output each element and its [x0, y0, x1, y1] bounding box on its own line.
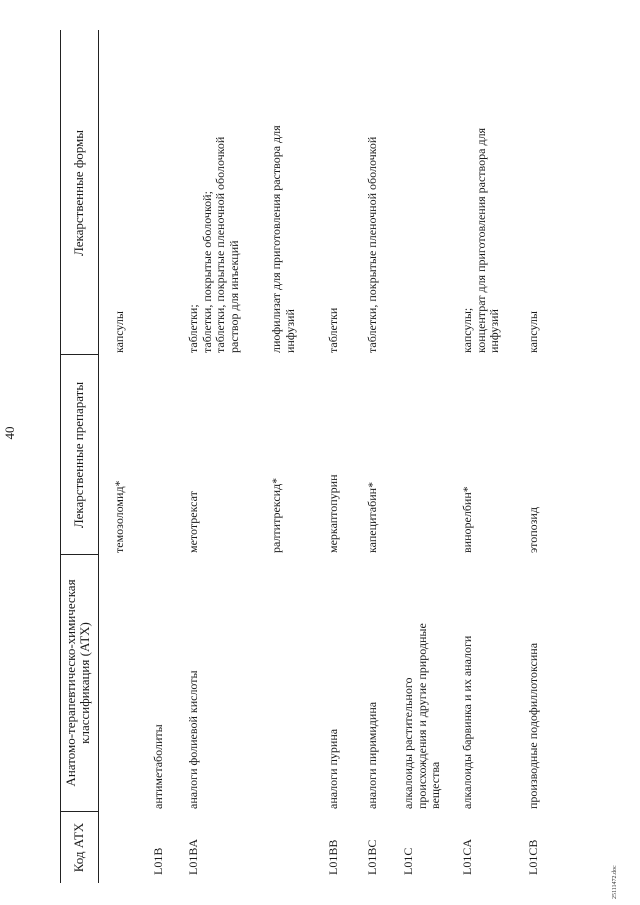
cell-class: антиметаболиты: [151, 724, 165, 809]
cell-class: аналоги фолиевой кислоты: [186, 670, 200, 809]
header-code: Код АТХ: [71, 822, 86, 873]
cell-form: капсулы: [526, 311, 540, 353]
cell-drug: ралтитрексид*: [269, 477, 283, 553]
cell-form: таблетки, покрытые пленочной оболочкой: [365, 136, 379, 353]
header-atc-class: Анатомо-терапевтическо-химическая классификация (АТХ): [63, 579, 92, 787]
cell-code: L01BA: [186, 839, 200, 875]
column-divider-3: [60, 354, 98, 355]
cell-class: аналоги пиримидина: [365, 701, 379, 809]
column-divider-2: [60, 554, 98, 555]
cell-code: L01CA: [460, 839, 474, 875]
table-top-border: [60, 30, 61, 883]
header-drugs: Лекарственные препараты: [71, 381, 86, 529]
cell-drug: винорелбин*: [460, 486, 474, 553]
cell-drug: этопозид: [526, 507, 540, 553]
cell-code: L01C: [401, 847, 415, 875]
cell-form: капсулы; концентрат для приготовления раствора для инфузий: [460, 127, 501, 353]
cell-code: L01B: [151, 847, 165, 875]
cell-form: капсулы: [112, 311, 126, 353]
cell-class: производные подофиллотоксина: [526, 642, 540, 809]
header-bottom-border: [98, 30, 99, 883]
cell-form: лиофилизат для приготовления раствора для инфузий: [269, 125, 297, 353]
cell-code: L01BB: [326, 839, 340, 875]
cell-drug: меркаптопурин: [326, 474, 340, 553]
cell-class: аналоги пурина: [326, 728, 340, 809]
cell-class: алкалоиды барвинка и их аналоги: [460, 635, 474, 809]
cell-code: L01CB: [526, 839, 540, 875]
cell-drug: капецитабин*: [365, 481, 379, 553]
page-number: 40: [2, 426, 17, 440]
cell-drug: темозоломид*: [112, 480, 126, 553]
cell-code: L01BC: [365, 839, 379, 875]
footer-code: 25111472.doc: [612, 865, 618, 899]
header-forms: Лекарственные формы: [71, 129, 86, 257]
cell-form: таблетки; таблетки, покрытые оболочкой; таблетки, покрытые пленочной оболочкой раствор для инъекций: [186, 136, 241, 353]
cell-class: алкалоиды растительного происхождения и другие природные вещества: [401, 623, 442, 809]
cell-drug: метотрексат: [186, 491, 200, 553]
cell-form: таблетки: [326, 307, 340, 353]
